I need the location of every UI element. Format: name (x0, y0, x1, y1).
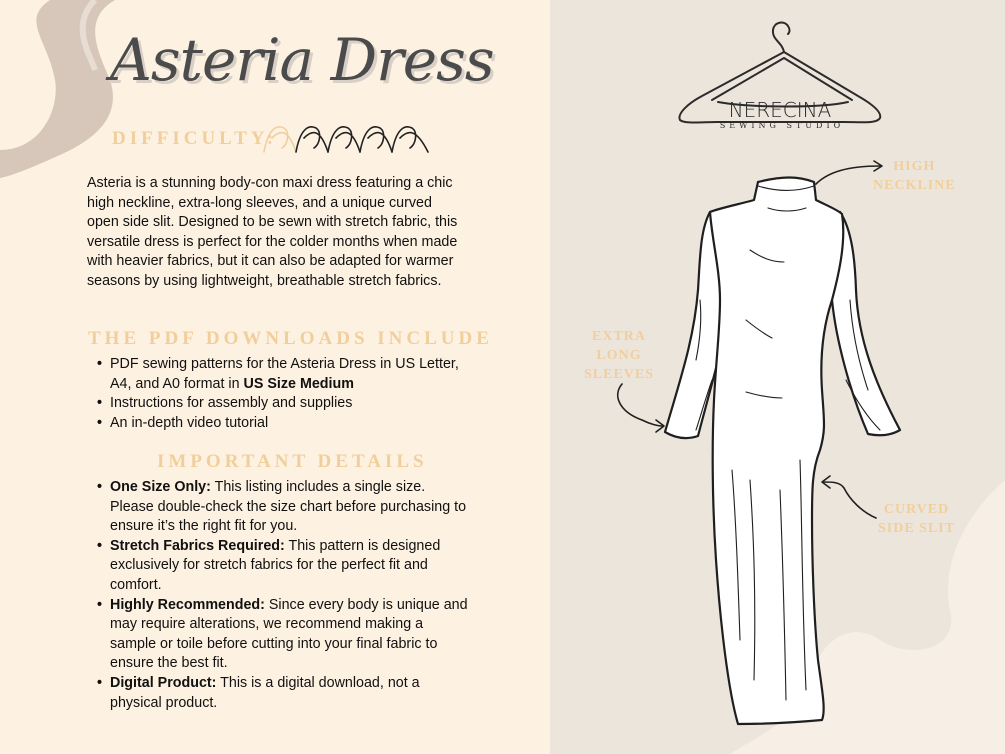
needle-icon-3 (328, 127, 360, 152)
needle-icon-4 (360, 127, 392, 152)
callout-curved-side-slit: CURVED SIDE SLIT (878, 502, 956, 536)
downloads-heading: THE PDF DOWNLOADS INCLUDE (88, 328, 493, 349)
page-title: Asteria Dress (110, 26, 494, 94)
intro-paragraph: Asteria is a stunning body-con maxi dress featuring a chic high neckline, extra-long sleeves, and a unique curved open side slit. Designed to be sewn with stretch fabric, this versatile dress is perfect for the colder months when made with heavier fabrics, but it can also be adapted for warmer seasons by using lightweight, breathable stretch fabrics. (87, 175, 458, 289)
callout-extra-long-sleeves: EXTRA LONG SLEEVES (584, 329, 655, 382)
list-item: • An in-depth video tutorial (88, 414, 468, 434)
details-list (88, 478, 468, 713)
dress-body (710, 178, 843, 725)
downloads-list (88, 355, 468, 433)
difficulty-label: DIFFICULTY: (112, 128, 278, 149)
neckline-arrow (816, 166, 880, 184)
needle-icon-1 (264, 127, 296, 152)
list-item: • PDF sewing patterns for the Asteria Dress in US Letter, A4, and A0 format in US Size Medium (88, 355, 468, 394)
list-item: • Instructions for assembly and supplies (88, 394, 468, 414)
list-item: • One Size Only: This listing includes a single size. Please double-check the size chart before purchasing to ensure it’s the right fit for you. (88, 478, 468, 537)
brand-subtitle: SEWING STUDIO (719, 121, 845, 130)
slit-arrow (824, 482, 876, 518)
needle-icon-2 (296, 127, 328, 152)
callout-high-neckline: HIGH NECKLINE (873, 159, 956, 193)
details-heading: IMPORTANT DETAILS (157, 451, 428, 472)
difficulty-rating-icons (262, 118, 442, 158)
needle-icon-5 (392, 127, 428, 152)
list-item: • Digital Product: This is a digital download, not a physical product. (88, 674, 468, 713)
list-item: • Highly Recommended: Since every body is unique and may require alterations, we recommend making a sample or toile before cutting into your final fabric to ensure the best fit. (88, 596, 468, 674)
list-item: • Stretch Fabrics Required: This pattern is designed exclusively for stretch fabrics for the perfect fit and comfort. (88, 537, 468, 596)
brand-name: NERECINA (728, 98, 832, 122)
